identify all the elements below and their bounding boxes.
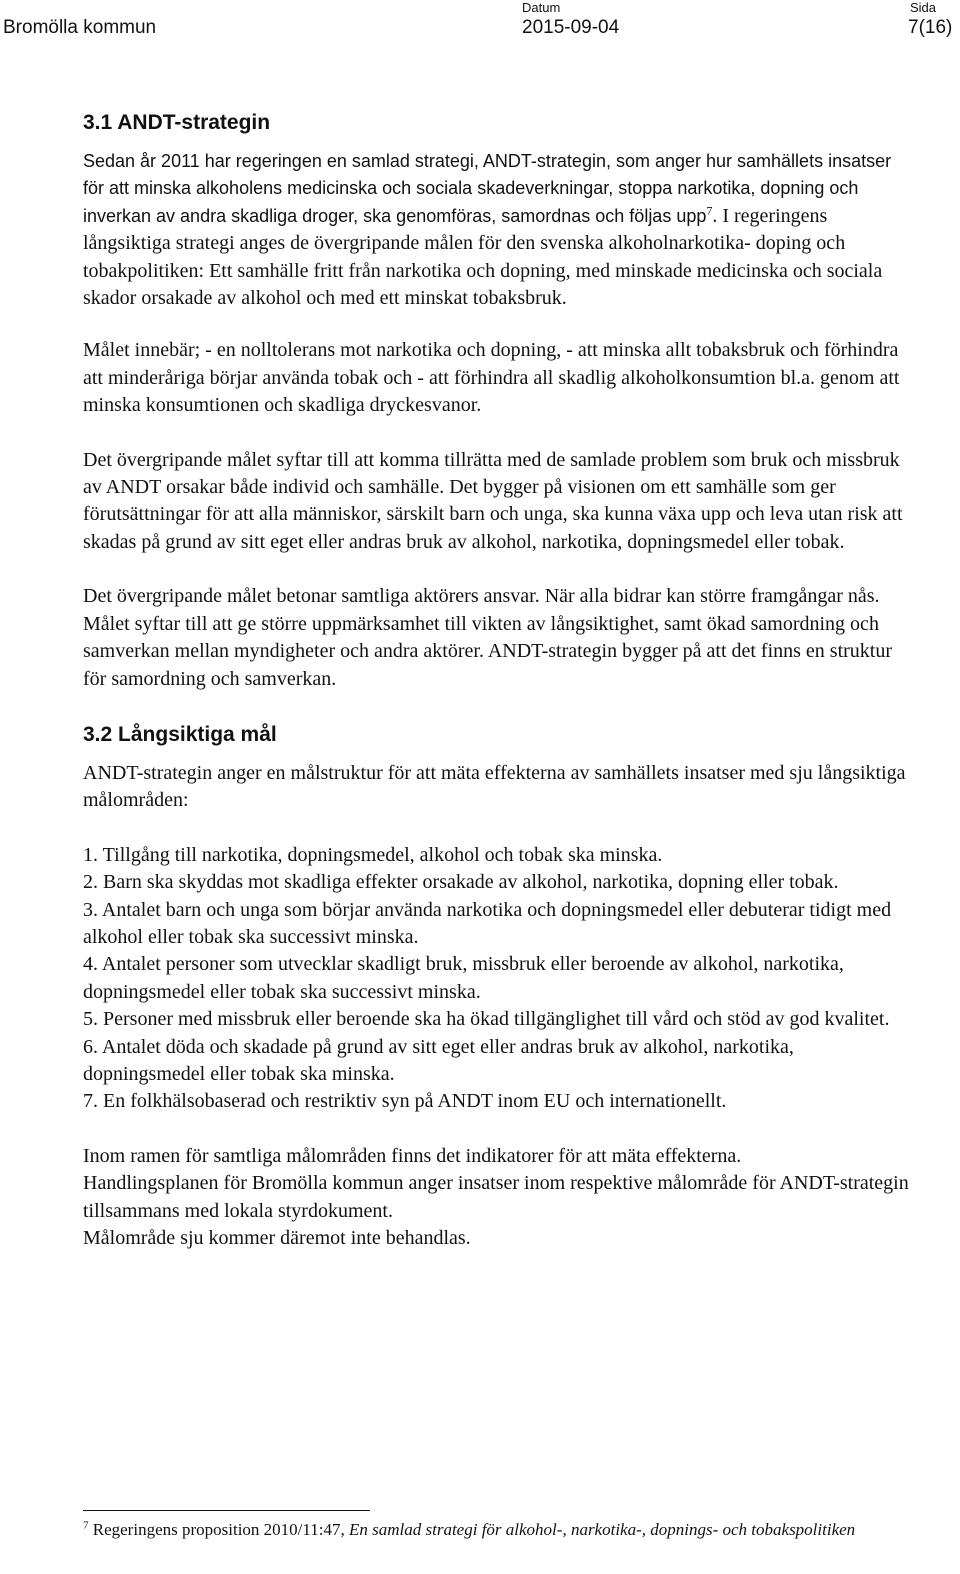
paragraph-overall-goal: Det övergripande målet syftar till att komma tillrätta med de samlade problem som bruk och missbruk av ANDT orsakar både individ och samhälle. Det bygger på visionen om ett samhälle som ger förutsättningar för att alla människor, särskilt barn och unga, ska kunna växa upp och leva utan risk att skadas på grund av sitt eget eller andras bruk av alkohol, narkotika, dopningsmedel eller tobak. [83,448,903,553]
goal-item: 1. Tillgång till narkotika, dopningsmedel, alkohol och tobak ska minska. [83,843,663,866]
paragraph-shared-responsibility: Det övergripande målet betonar samtliga aktörers ansvar. När alla bidrar kan större framgångar nås. Målet syftar till att ge större uppmärksamhet till vikten av långsiktighet, samt ökad samordning och samverkan mellan myndigheter och andra aktörer. ANDT-strategin bygger på att det finns en struktur för samordning och samverkan. [83,585,893,690]
header-page-label: Sida [910,0,937,15]
closing-line: Målområde sju kommer däremot inte behandlas. [83,1227,471,1249]
footnote [83,1518,903,1542]
document-body [83,108,913,1279]
goal-item: 3. Antalet barn och unga som börjar använda narkotika och dopningsmedel eller debuterar tidigt med alkohol eller tobak ska successivt minska. [83,898,892,948]
paragraph-goal-structure: ANDT-strategin anger en målstruktur för att mäta effekterna av samhällets insatser med sju långsiktiga målområden: [83,761,906,812]
section-heading-3-1: 3.1 ANDT-strategin [83,111,271,134]
paragraph-strategy-intro-sans: Sedan år 2011 har regeringen en samlad strategi, ANDT-strategin, som anger hur samhällets insatser för att minska alkoholens medicinska och sociala skadeverkningar, stoppa narkotika, dopning och inverkan av andra skadliga droger, ska genomföras, samordnas och följas upp [83,151,892,226]
header-organization: Bromölla kommun [3,17,157,38]
section-heading-3-2: 3.2 Långsiktiga mål [83,722,277,746]
footnote-divider [83,1510,370,1511]
footnote-text: Regeringens proposition 2010/11:47, [92,1520,349,1539]
header-page-number: 7(16) [908,17,953,38]
goal-item: 7. En folkhälsobaserad och restriktiv syn på ANDT inom EU och internationellt. [83,1090,727,1113]
paragraph-strategy-intro-rest: . I regeringens långsiktiga strategi anges de övergripande målen för den svenska alkoholnarkotika- doping och tobakpolitiken: Ett samhälle fritt från narkotika och dopning, med minskade medicinska och sociala skador orsakade av alkohol och med ett minskat tobaksbruk. [83,204,883,310]
paragraph-strategy-intro [83,148,913,312]
long-term-goals-list [83,842,913,1116]
footnote-reference[interactable]: 7 [706,203,713,218]
goal-item: 2. Barn ska skyddas mot skadliga effekter orsakade av alkohol, narkotika, dopning eller tobak. [83,871,839,894]
goal-item: 6. Antalet döda och skadade på grund av sitt eget eller andras bruk av alkohol, narkotika, dopningsmedel eller tobak ska minska. [83,1035,794,1085]
paragraph-closing [83,1143,913,1253]
paragraph-goal-meaning: Målet innebär; - en nolltolerans mot narkotika och dopning, - att minska allt tobaksbruk och förhindra att minderåriga börjar använda tobak och - att förhindra all skadlig alkoholkonsumtion bl.a. genom att minska konsumtionen och skadliga dryckesvanor. [83,339,900,417]
header-date: 2015-09-04 [522,17,620,38]
goal-item: 5. Personer med missbruk eller beroende ska ha ökad tillgänglighet till vård och stöd av god kvalitet. [83,1008,890,1031]
goal-item: 4. Antalet personer som utvecklar skadligt bruk, missbruk eller beroende av alkohol, narkotika, dopningsmedel eller tobak ska successivt minska. [83,953,844,1003]
footnote-title: En samlad strategi för alkohol-, narkotika-, dopnings- och tobakspolitiken [349,1520,856,1539]
footnote-number: 7 [83,1519,89,1532]
closing-line: Inom ramen för samtliga målområden finns det indikatorer för att mäta effekterna. [83,1144,742,1167]
closing-line: Handlingsplanen för Bromölla kommun anger insatser inom respektive målområde för ANDT-strategin tillsammans med lokala styrdokument. [83,1172,909,1222]
header-date-label: Datum [522,0,561,15]
